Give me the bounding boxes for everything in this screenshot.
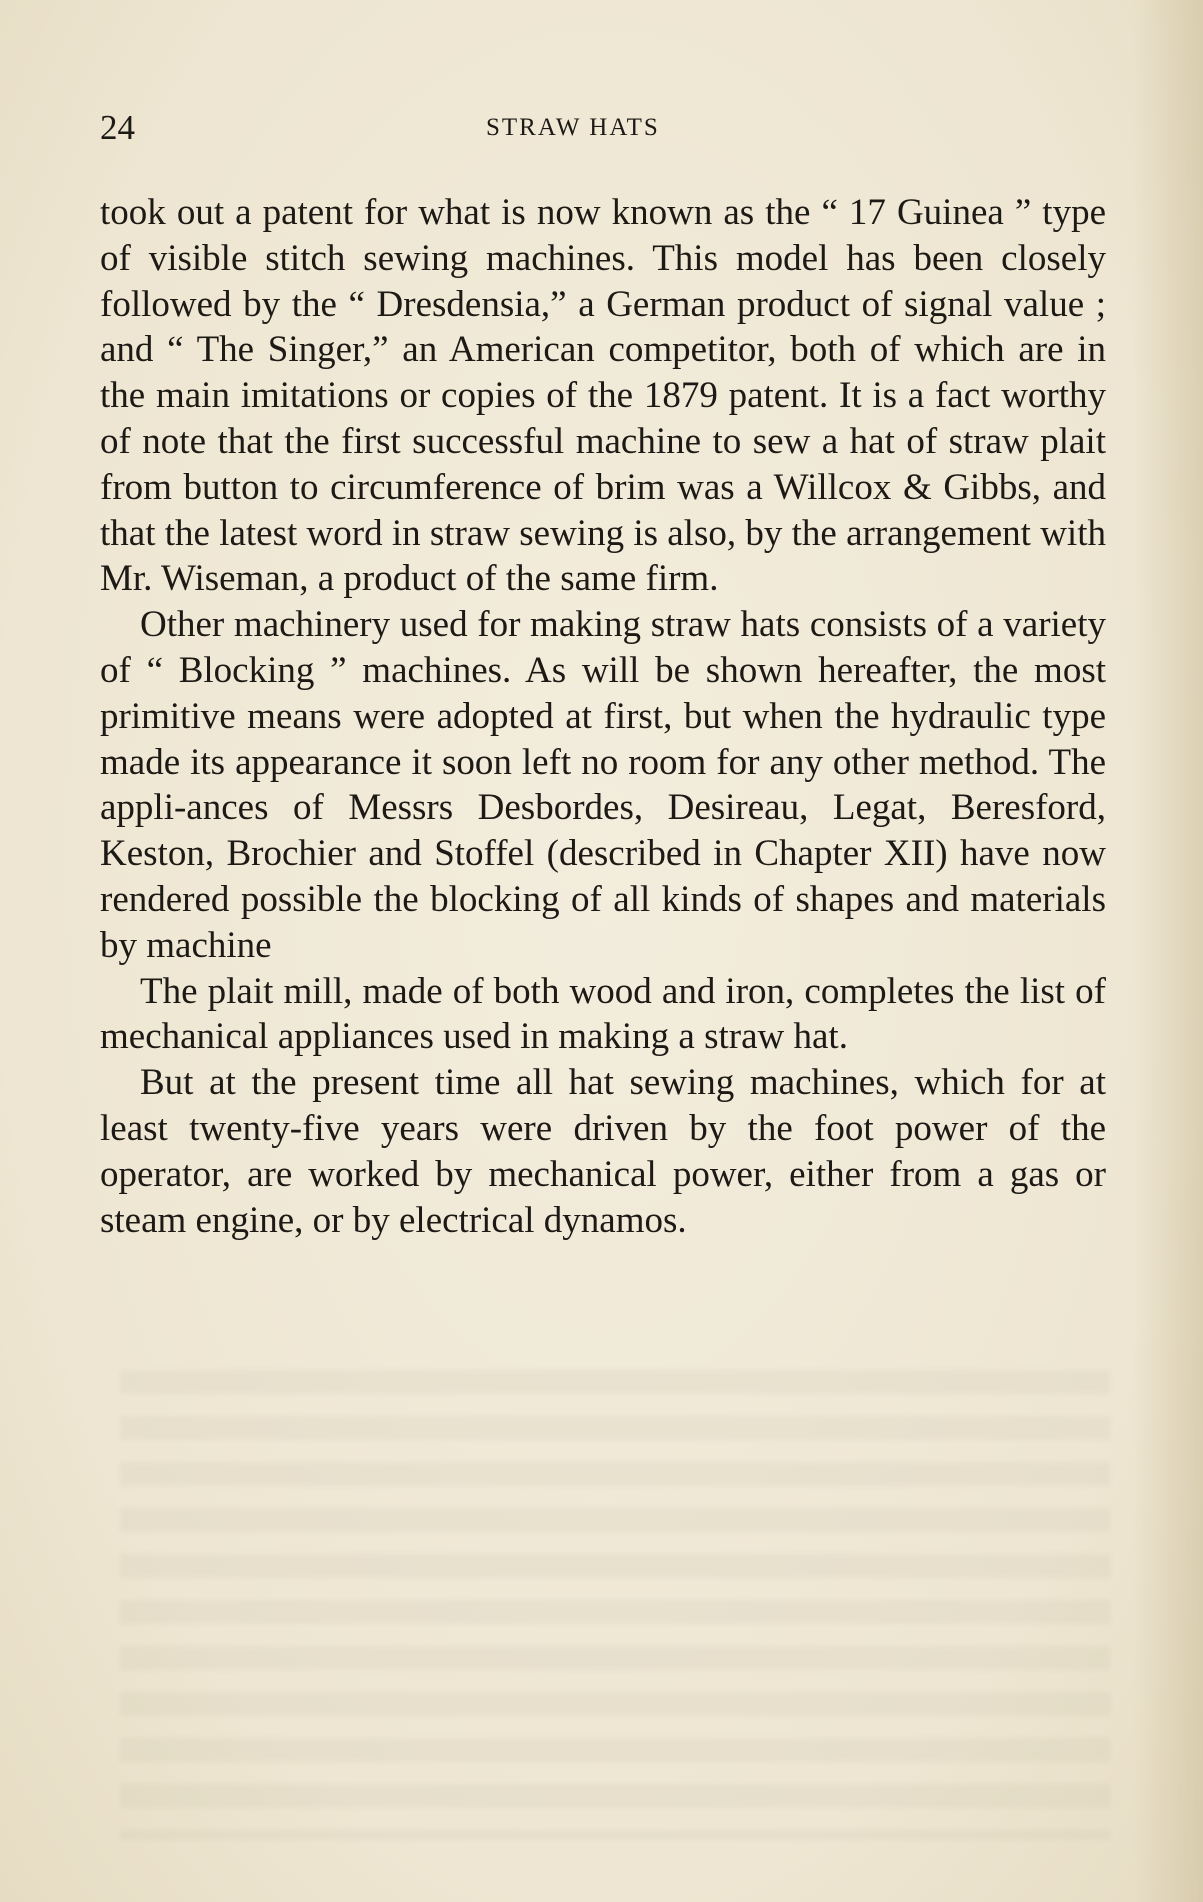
- body-text: [100, 190, 1106, 1243]
- paragraph-2: Other machinery used for making straw hats consists of a variety of “ Blocking ” machines. As will be shown hereafter, the most primitive means were adopted at first, but when the hydraulic type made its appearance it soon left no room for any other method. The appli-ances of Messrs Desbordes, Desireau, Legat, Beresford, Keston, Brochier and Stoffel (described in Chapter XII) have now rendered possible the blocking of all kinds of shapes and materials by machine: [100, 604, 1106, 966]
- paragraph-1: took out a patent for what is now known as the “ 17 Guinea ” type of visible stitch sewing machines. This model has been closely followed by the “ Dresdensia,” a German product of signal value ; and “ The Singer,” an American competitor, both of which are in the main imitations or copies of the 1879 patent. It is a fact worthy of note that the first successful machine to sew a hat of straw plait from button to circumference of brim was a Willcox & Gibbs, and that the latest word in straw sewing is also, by the arrangement with Mr. Wiseman, a product of the same firm.: [100, 192, 1106, 600]
- bleed-through-shadow: [120, 1370, 1110, 1840]
- page-header: [100, 108, 1110, 158]
- running-head: STRAW HATS: [486, 114, 660, 141]
- paragraph-3: The plait mill, made of both wood and iron, completes the list of mechanical appliances used in making a straw hat.: [100, 970, 1106, 1058]
- page-number: 24: [100, 108, 135, 147]
- page-edge-shadow: [1133, 0, 1203, 1902]
- paragraph-4: But at the present time all hat sewing machines, which for at least twenty-five years were driven by the foot power of the operator, are worked by mechanical power, either from a gas or steam engine, or by electrical dynamos.: [100, 1062, 1106, 1241]
